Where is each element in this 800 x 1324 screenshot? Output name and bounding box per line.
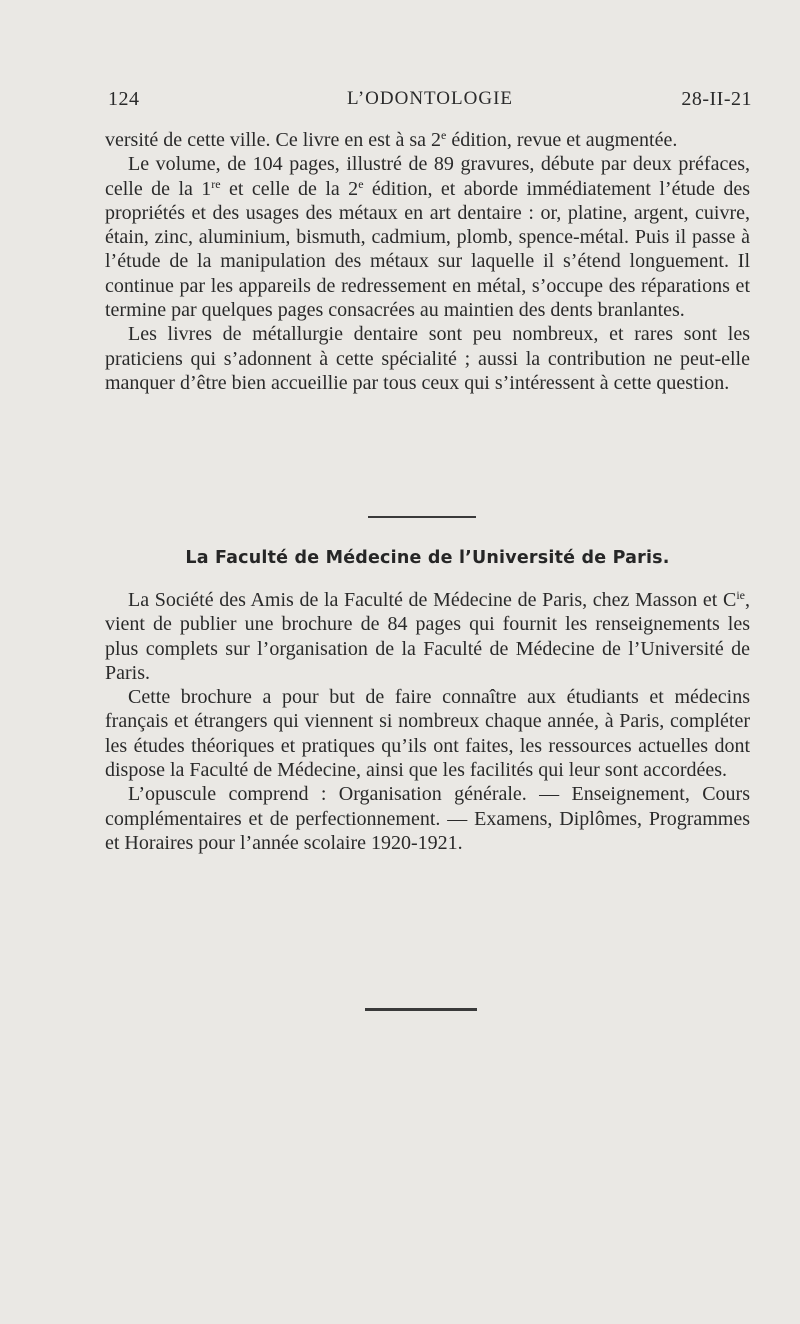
end-rule [365, 1008, 477, 1011]
paragraph: Les livres de métallurgie dentaire sont peu nombreux, et rares sont les praticiens qui s’adonnent à cette spécialité ; aussi la contribution ne peut-elle manquer d’être bien accueillie par tous ceux qui s’intéressent à cette question. [105, 323, 750, 394]
paragraph: Le volume, de 104 pages, illustré de 89 gravures, débute par deux préfaces, celle de la 1re et celle de la 2e édition, et aborde immédiatement l’étude des propriétés et des usages des métaux en art dentaire : or, platine, argent, cuivre, étain, zinc, aluminium, bismuth, cadmium, plomb, spence-métal. Puis il passe à l’étude de la manipulation des métaux sur laquelle il s’étend longuement. Il continue par les appareils de redressement en métal, s’occupe des réparations et termine par quelques pages consacrées au maintien des dents branlantes. [105, 153, 750, 322]
review-text [105, 128, 750, 395]
paragraph: La Société des Amis de la Faculté de Médecine de Paris, chez Masson et $C^{ie}$, vient de publier une brochure de 84 pages qui fournit les renseignements les plus complets sur l’organisation de la Faculté de Médecine de l’Université de Paris. [105, 588, 750, 684]
paragraph: versité de cette ville. Ce livre en est à sa 2e édition, revue et augmentée. [105, 128, 678, 151]
paragraph: Cette brochure a pour but de faire connaître aux étudiants et médecins français et étrangers qui viennent si nombreux chaque année, à Paris, compléter les études théoriques et pratiques qu’ils ont faites, les ressources actuelles dont dispose la Faculté de Médecine, ainsi que les facilités qui leur sont accordées. [105, 686, 750, 782]
page-number: 124 [108, 88, 140, 110]
paragraph: L’opuscule comprend : Organisation générale. — Enseignement, Cours complémentaires et de perfectionnement. — Examens, Diplômes, Programmes et Horaires pour l’année scolaire 1920-1921. [105, 783, 750, 854]
running-header [108, 88, 752, 114]
issue-date: 28-II-21 [681, 88, 752, 110]
divider-rule [368, 516, 476, 518]
section-text [105, 588, 750, 855]
section-heading: La Faculté de Médecine de l’Université de Paris. [185, 548, 670, 568]
journal-title: L’ODONTOLOGIE [346, 88, 514, 109]
